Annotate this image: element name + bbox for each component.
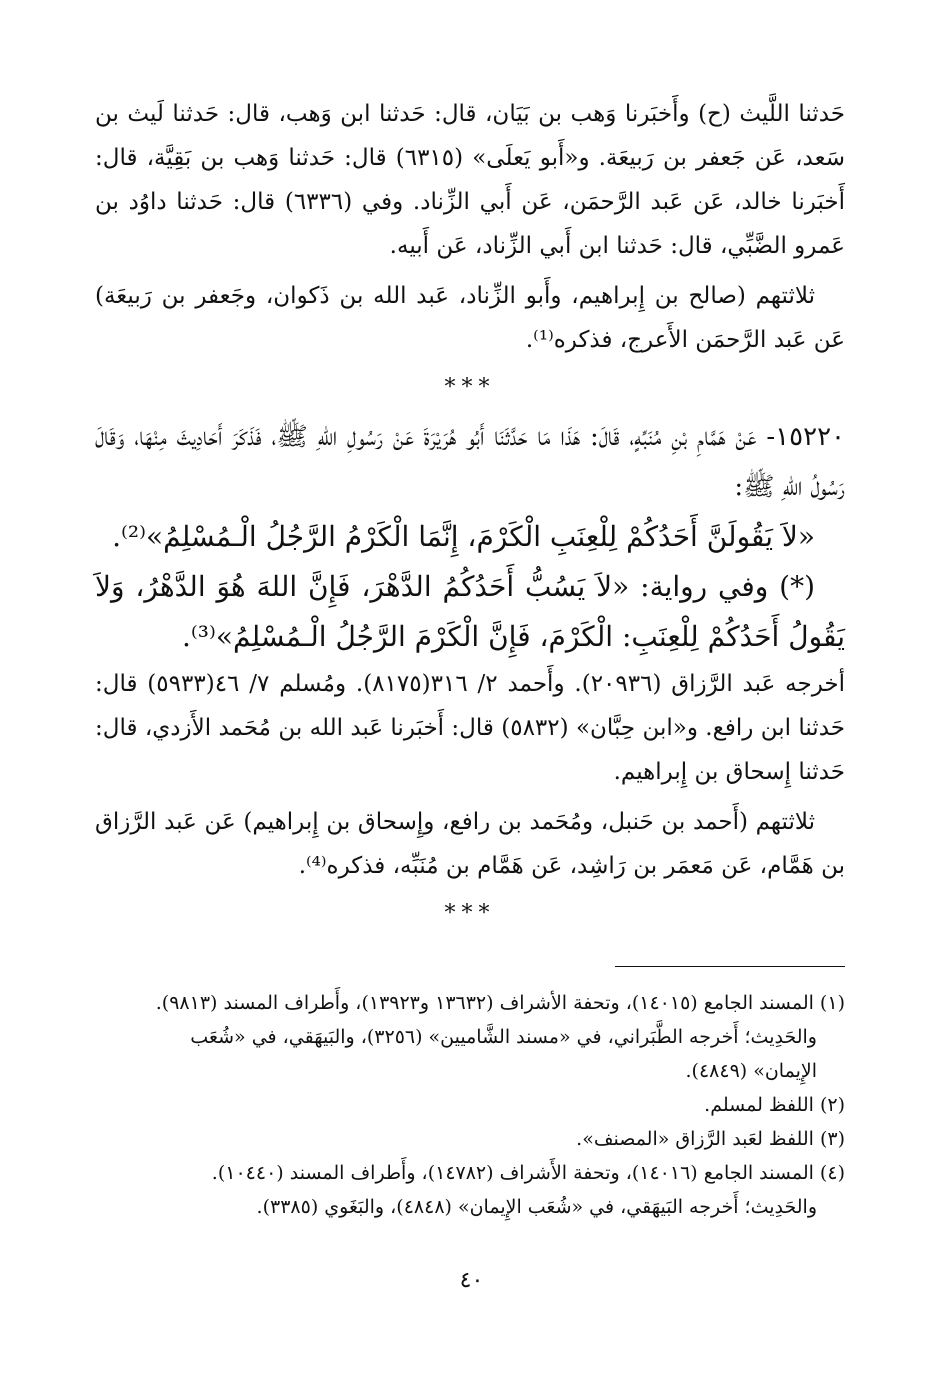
footnote-2: (٢) اللفظ لمسلم. — [704, 1094, 845, 1116]
footnote-divider — [615, 966, 845, 967]
section-separator-end: *** — [444, 901, 496, 926]
footnote-3: (٣) اللفظ لعَبد الرَّزاق «المصنف». — [576, 1128, 845, 1150]
isnad-paragraph: حَدثنا اللَّيث (ح) وأَخبَرنا وَهب بن بَيَان، قال: حَدثنا ابن وَهب، قال: حَدثنا لَيث بن سَعد، عَن جَعفر بن رَبيعَة. و«أَبو يَعلَى» (٦٣١٥) قال: حَدثنا وَهب بن بَقِيَّة، قال: أَخبَرنا خالد، عَن عَبد الرَّحمَن، عَن أَبي الزِّناد. وفي (٦٣٣٦) قال: حَدثنا داوُد بن عَمرو الضَّبِّي، قال: حَدثنا ابن أَبي الزِّناد، عَن أَبيه. — [95, 101, 845, 259]
summary-paragraph: ثلاثتهم (صالح بن إِبراهيم، وأَبو الزِّناد، عَبد الله بن ذَكوان، وجَعفر بن رَبيعَة) عَن عَبد الرَّحمَن الأَعرج، فذكره⁽¹⁾. — [95, 283, 845, 353]
section-separator: *** — [444, 375, 496, 400]
footnote-1-continued: والحَدِيث؛ أَخرجه الطَّبَراني، في «مسند الشَّاميين» (٣٢٥٦)، والبَيهَقي، في «شُعَب الإِيمان» (٤٨٤٩). — [190, 1026, 817, 1082]
hadith-intro: ١٥٢٢٠- عَنْ هَمَّامِ بْنِ مُنَبِّهٍ، قَالَ: هَذَا مَا حَدَّثَنَا أَبُو هُرَيْرَةَ عَنْ رَسُولِ اللهِ ﷺ، فَذَكَرَ أَحَادِيثَ مِنْهَا، وَقَالَ رَسُولُ اللهِ ﷺ: — [95, 422, 845, 502]
main-text — [95, 92, 845, 938]
footnote-4-continued: والحَدِيث؛ أَخرجه البَيهَقي، في «شُعَب الإِيمان» (٤٨٤٨)، والبَغَوي (٣٣٨٥). — [256, 1196, 817, 1218]
chain-paragraph: ثلاثتهم (أَحمد بن حَنبل، ومُحَمد بن رافع، وإِسحاق بن إِبراهيم) عَن عَبد الرَّزاق بن هَمَّام، عَن مَعمَر بن رَاشِد، عَن هَمَّام بن مُنَبِّه، فذكره⁽⁴⁾. — [95, 809, 845, 879]
page-number: ٤٠ — [459, 1268, 484, 1293]
footnote-4: (٤) المسند الجامع (١٤٠١٦)، وتحفة الأَشراف (١٤٧٨٢)، وأَطراف المسند (١٠٤٤٠). — [211, 1162, 845, 1184]
takhrij-paragraph: أخرجه عَبد الرَّزاق (٢٠٩٣٦). وأَحمد ٢/ ٣١٦(٨١٧٥). ومُسلم ٧/ ٤٦(٥٩٣٣) قال: حَدثنا ابن رافع. و«ابن حِبَّان» (٥٨٣٢) قال: أَخبَرنا عَبد الله بن مُحَمد الأَزدي، قال: حَدثنا إِسحاق بن إِبراهيم. — [95, 671, 845, 785]
hadith-variant: (*) وفي رواية: «لاَ يَسُبُّ أَحَدُكُمُ الدَّهْرَ، فَإِنَّ اللهَ هُوَ الدَّهْرُ، وَلاَ يَقُولُ أَحَدُكُمْ لِلْعِنَبِ: الْكَرْمَ، فَإِنَّ الْكَرْمَ الرَّجُلُ الْـمُسْلِمُ»⁽³⁾. — [95, 570, 845, 653]
footnote-1: (١) المسند الجامع (١٤٠١٥)، وتحفة الأشراف (١٣٦٣٢ و١٣٩٢٣)، وأَطراف المسند (٩٨١٣). — [155, 992, 845, 1014]
footnotes — [130, 986, 845, 1224]
hadith-text: «لاَ يَقُولَنَّ أَحَدُكُمْ لِلْعِنَبِ الْكَرْمَ، إِنَّمَا الْكَرْمُ الرَّجُلُ الْـمُسْلِمُ»⁽²⁾. — [112, 520, 815, 553]
